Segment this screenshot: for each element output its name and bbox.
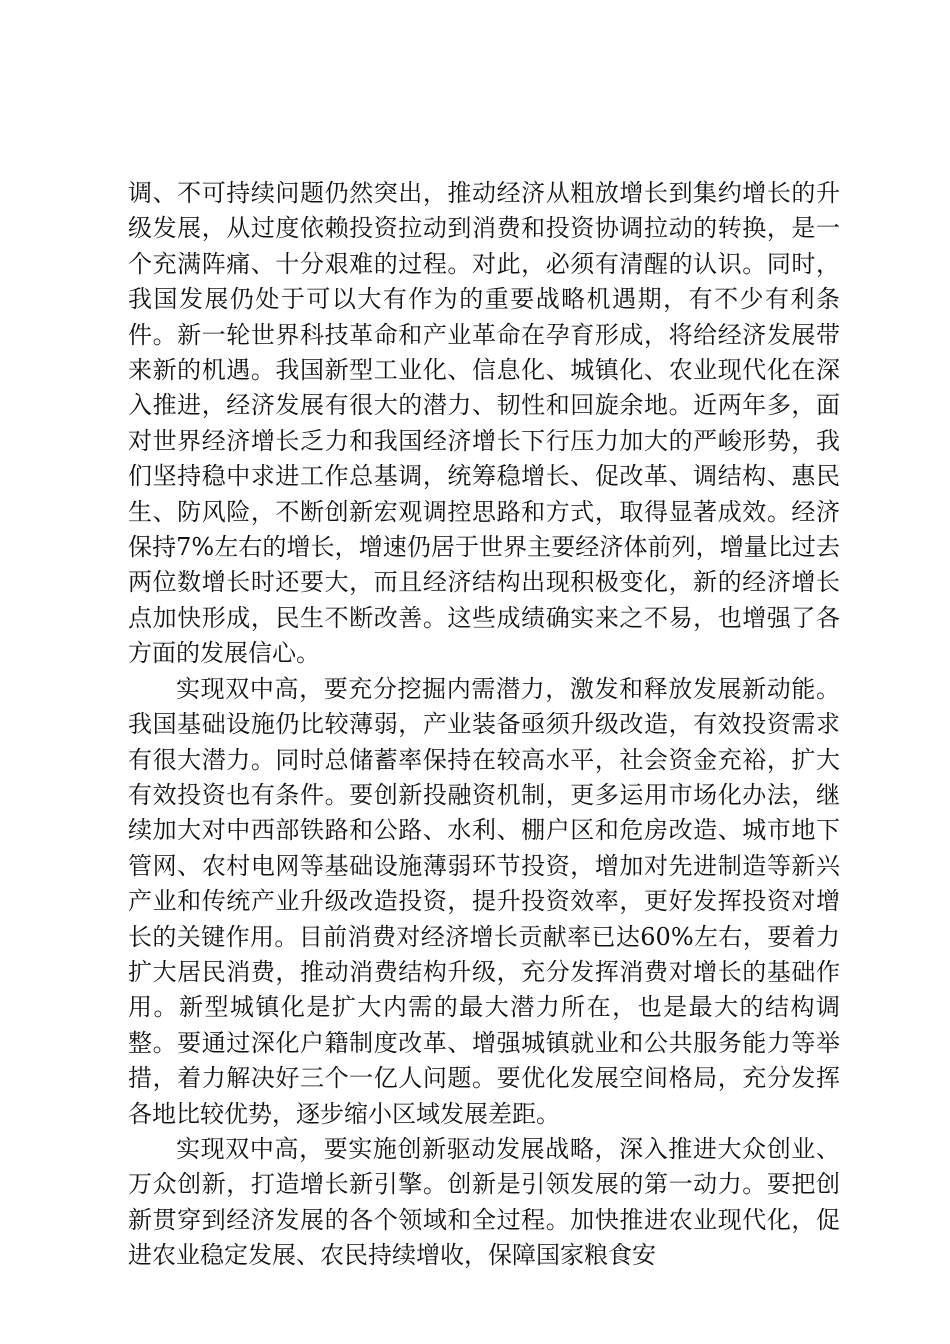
paragraph-domestic-demand: 实现双中高，要充分挖掘内需潜力，激发和释放发展新动能。我国基础设施仍比较薄弱，产业装备亟须升级改造，有效投资需求有很大潜力。同时总储蓄率保持在较高水平，社会资金充裕，扩大有效投资也有条件。要创新投融资机制，更多运用市场化办法，继续加大对中西部铁路和公路、水利、棚户区和危房改造、城市地下管网、农村电网等基础设施薄弱环节投资，增加对先进制造等新兴产业和传统产业升级改造投资，提升投资效率，更好发挥投资对增长的关键作用。目前消费对经济增长贡献率已达60%左右，要着力扩大居民消费，推动消费结构升级，充分发挥消费对增长的基础作用。新型城镇化是扩大内需的最大潜力所在，也是最大的结构调整。要通过深化户籍制度改革、增强城镇就业和公共服务能力等举措，着力解决好三个一亿人问题。要优化发展空间格局，充分发挥各地比较优势，逐步缩小区域发展差距。: [128, 674, 840, 1128]
paragraph-continuation: 调、不可持续问题仍然突出，推动经济从粗放增长到集约增长的升级发展，从过度依赖投资拉动到消费和投资协调拉动的转换，是一个充满阵痛、十分艰难的过程。对此，必须有清醒的认识。同时，我国发展仍处于可以大有作为的重要战略机遇期，有不少有利条件。新一轮世界科技革命和产业革命在孕育形成，将给经济发展带来新的机遇。我国新型工业化、信息化、城镇化、农业现代化在深入推进，经济发展有很大的潜力、韧性和回旋余地。近两年多，面对世界经济增长乏力和我国经济增长下行压力加大的严峻形势，我们坚持稳中求进工作总基调，统筹稳增长、促改革、调结构、惠民生、防风险，不断创新宏观调控思路和方式，取得显著成效。经济保持7%左右的增长，增速仍居于世界主要经济体前列，增量比过去两位数增长时还要大，而且经济结构出现积极变化，新的经济增长点加快形成，民生不断改善。这些成绩确实来之不易，也增强了各方面的发展信心。: [128, 179, 840, 668]
paragraph-innovation: 实现双中高，要实施创新驱动发展战略，深入推进大众创业、万众创新，打造增长新引擎。创新是引领发展的第一动力。要把创新贯穿到经济发展的各个领域和全过程。加快推进农业现代化，促进农业稳定发展、农民持续增收，保障国家粮食安: [128, 1134, 840, 1270]
body-text: [128, 176, 840, 1274]
